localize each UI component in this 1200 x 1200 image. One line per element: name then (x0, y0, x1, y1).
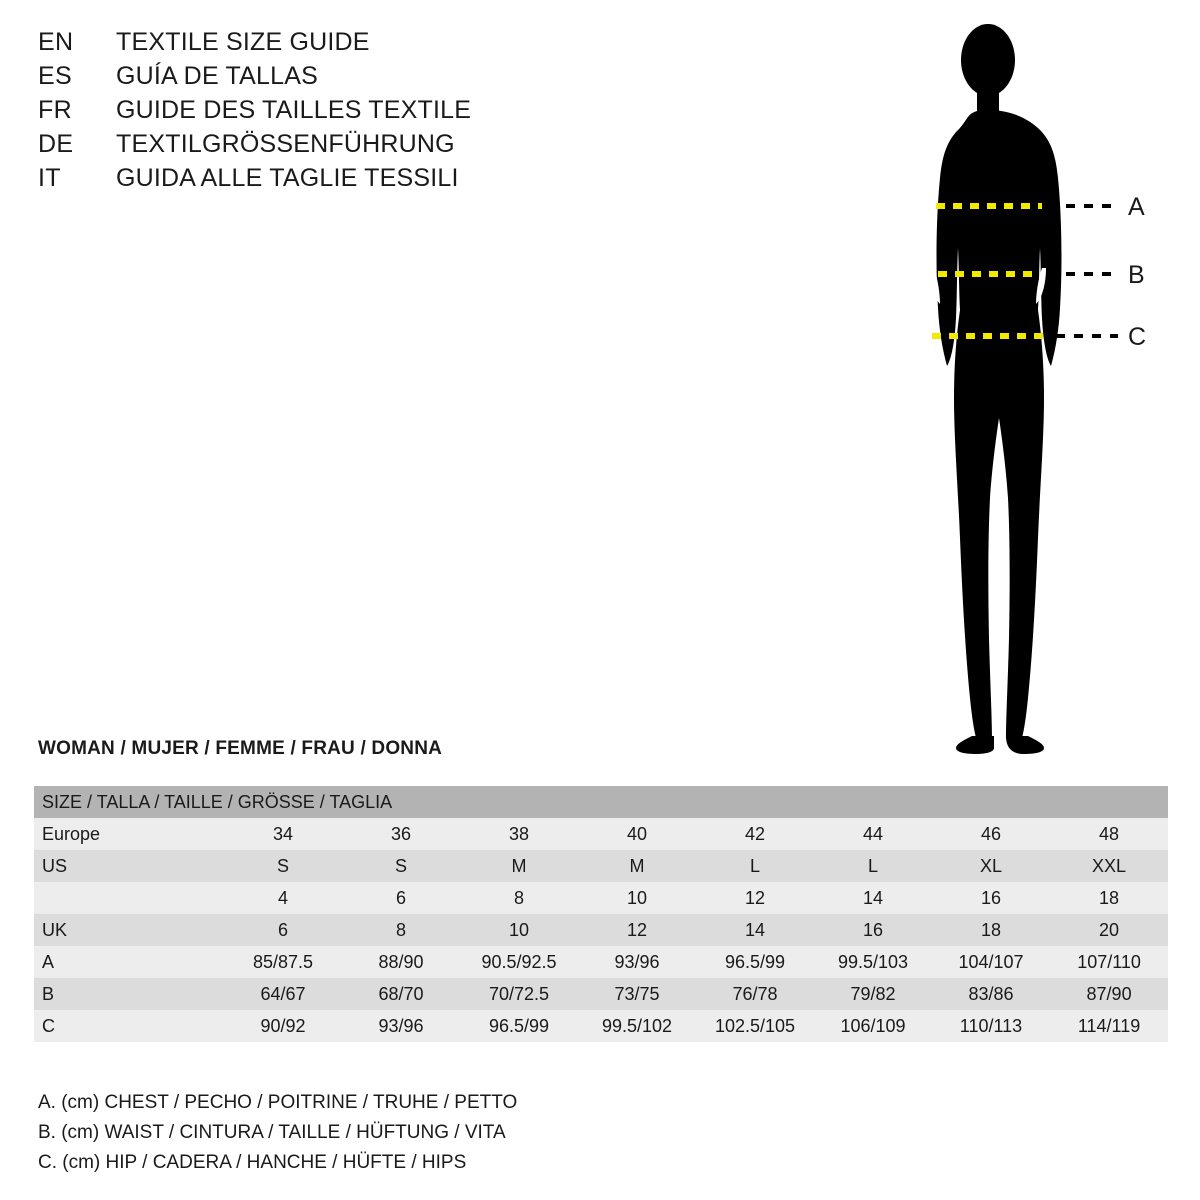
cell: 8 (342, 914, 460, 946)
row-label-a: A (34, 946, 224, 978)
cell: 85/87.5 (224, 946, 342, 978)
table-row (34, 978, 1168, 1010)
title-text-it: GUIDA ALLE TAGLIE TESSILI (116, 164, 459, 192)
language-code-es: ES (38, 62, 72, 90)
row-label-uk: UK (34, 914, 224, 946)
cell: 107/110 (1050, 946, 1168, 978)
title-row-it (38, 164, 678, 198)
row-label-us-numeric (34, 882, 224, 914)
cell: XXL (1050, 850, 1168, 882)
language-code-en: EN (38, 28, 74, 56)
cell: 83/86 (932, 978, 1050, 1010)
cell: 10 (578, 882, 696, 914)
cell: 93/96 (342, 1010, 460, 1042)
cell: 68/70 (342, 978, 460, 1010)
table-row (34, 850, 1168, 882)
title-block (38, 28, 678, 198)
cell: 106/109 (814, 1010, 932, 1042)
table-row (34, 818, 1168, 850)
cell: 93/96 (578, 946, 696, 978)
title-text-en: TEXTILE SIZE GUIDE (116, 28, 370, 56)
cell: 42 (696, 818, 814, 850)
cell: 79/82 (814, 978, 932, 1010)
legend-line-a: A. (cm) CHEST / PECHO / POITRINE / TRUHE / PETTO (38, 1092, 518, 1113)
section-title-woman: WOMAN / MUJER / FEMME / FRAU / DONNA (38, 738, 443, 759)
cell: 110/113 (932, 1010, 1050, 1042)
cell: 14 (814, 882, 932, 914)
title-row-fr (38, 96, 678, 130)
language-code-de: DE (38, 130, 74, 158)
row-label-b: B (34, 978, 224, 1010)
cell: 76/78 (696, 978, 814, 1010)
cell: S (342, 850, 460, 882)
cell: 73/75 (578, 978, 696, 1010)
row-label-c: C (34, 1010, 224, 1042)
cell: 18 (932, 914, 1050, 946)
size-table-wrapper (34, 786, 1168, 1042)
cell: 20 (1050, 914, 1168, 946)
cell: 90.5/92.5 (460, 946, 578, 978)
cell: 70/72.5 (460, 978, 578, 1010)
cell: 6 (342, 882, 460, 914)
cell: M (460, 850, 578, 882)
marker-label-c: C (1128, 323, 1147, 351)
cell: 12 (578, 914, 696, 946)
language-code-it: IT (38, 164, 61, 192)
cell: 8 (460, 882, 578, 914)
legend-line-c: C. (cm) HIP / CADERA / HANCHE / HÜFTE / HIPS (38, 1152, 467, 1173)
table-row (34, 914, 1168, 946)
cell: 10 (460, 914, 578, 946)
table-header-row (34, 786, 1168, 818)
measurement-legend (38, 1088, 738, 1178)
cell: 99.5/103 (814, 946, 932, 978)
title-row-es (38, 62, 678, 96)
cell: 96.5/99 (460, 1010, 578, 1042)
cell: 87/90 (1050, 978, 1168, 1010)
marker-label-b: B (1128, 261, 1145, 289)
title-text-es: GUÍA DE TALLAS (116, 62, 318, 90)
row-label-europe: Europe (34, 818, 224, 850)
cell: 34 (224, 818, 342, 850)
cell: S (224, 850, 342, 882)
table-row (34, 946, 1168, 978)
cell: 16 (814, 914, 932, 946)
cell: 12 (696, 882, 814, 914)
female-silhouette-figure (860, 18, 1180, 758)
title-row-en (38, 28, 678, 62)
cell: 102.5/105 (696, 1010, 814, 1042)
table-row (34, 1010, 1168, 1042)
cell: 48 (1050, 818, 1168, 850)
cell: 6 (224, 914, 342, 946)
cell: 90/92 (224, 1010, 342, 1042)
cell: L (814, 850, 932, 882)
cell: 4 (224, 882, 342, 914)
row-label-us: US (34, 850, 224, 882)
cell: 104/107 (932, 946, 1050, 978)
cell: 36 (342, 818, 460, 850)
cell: 44 (814, 818, 932, 850)
size-table (34, 786, 1168, 1042)
table-header-label: SIZE / TALLA / TAILLE / GRÖSSE / TAGLIA (34, 786, 1168, 818)
table-row (34, 882, 1168, 914)
title-row-de (38, 130, 678, 164)
cell: 38 (460, 818, 578, 850)
title-text-de: TEXTILGRÖSSENFÜHRUNG (116, 130, 455, 158)
cell: 18 (1050, 882, 1168, 914)
cell: XL (932, 850, 1050, 882)
legend-line-b: B. (cm) WAIST / CINTURA / TAILLE / HÜFTUNG / VITA (38, 1122, 506, 1143)
cell: L (696, 850, 814, 882)
cell: M (578, 850, 696, 882)
cell: 40 (578, 818, 696, 850)
cell: 99.5/102 (578, 1010, 696, 1042)
title-text-fr: GUIDE DES TAILLES TEXTILE (116, 96, 472, 124)
language-code-fr: FR (38, 96, 72, 124)
cell: 96.5/99 (696, 946, 814, 978)
cell: 46 (932, 818, 1050, 850)
silhouette-icon (930, 24, 1061, 754)
cell: 64/67 (224, 978, 342, 1010)
cell: 14 (696, 914, 814, 946)
marker-label-a: A (1128, 193, 1145, 221)
cell: 88/90 (342, 946, 460, 978)
cell: 16 (932, 882, 1050, 914)
cell: 114/119 (1050, 1010, 1168, 1042)
